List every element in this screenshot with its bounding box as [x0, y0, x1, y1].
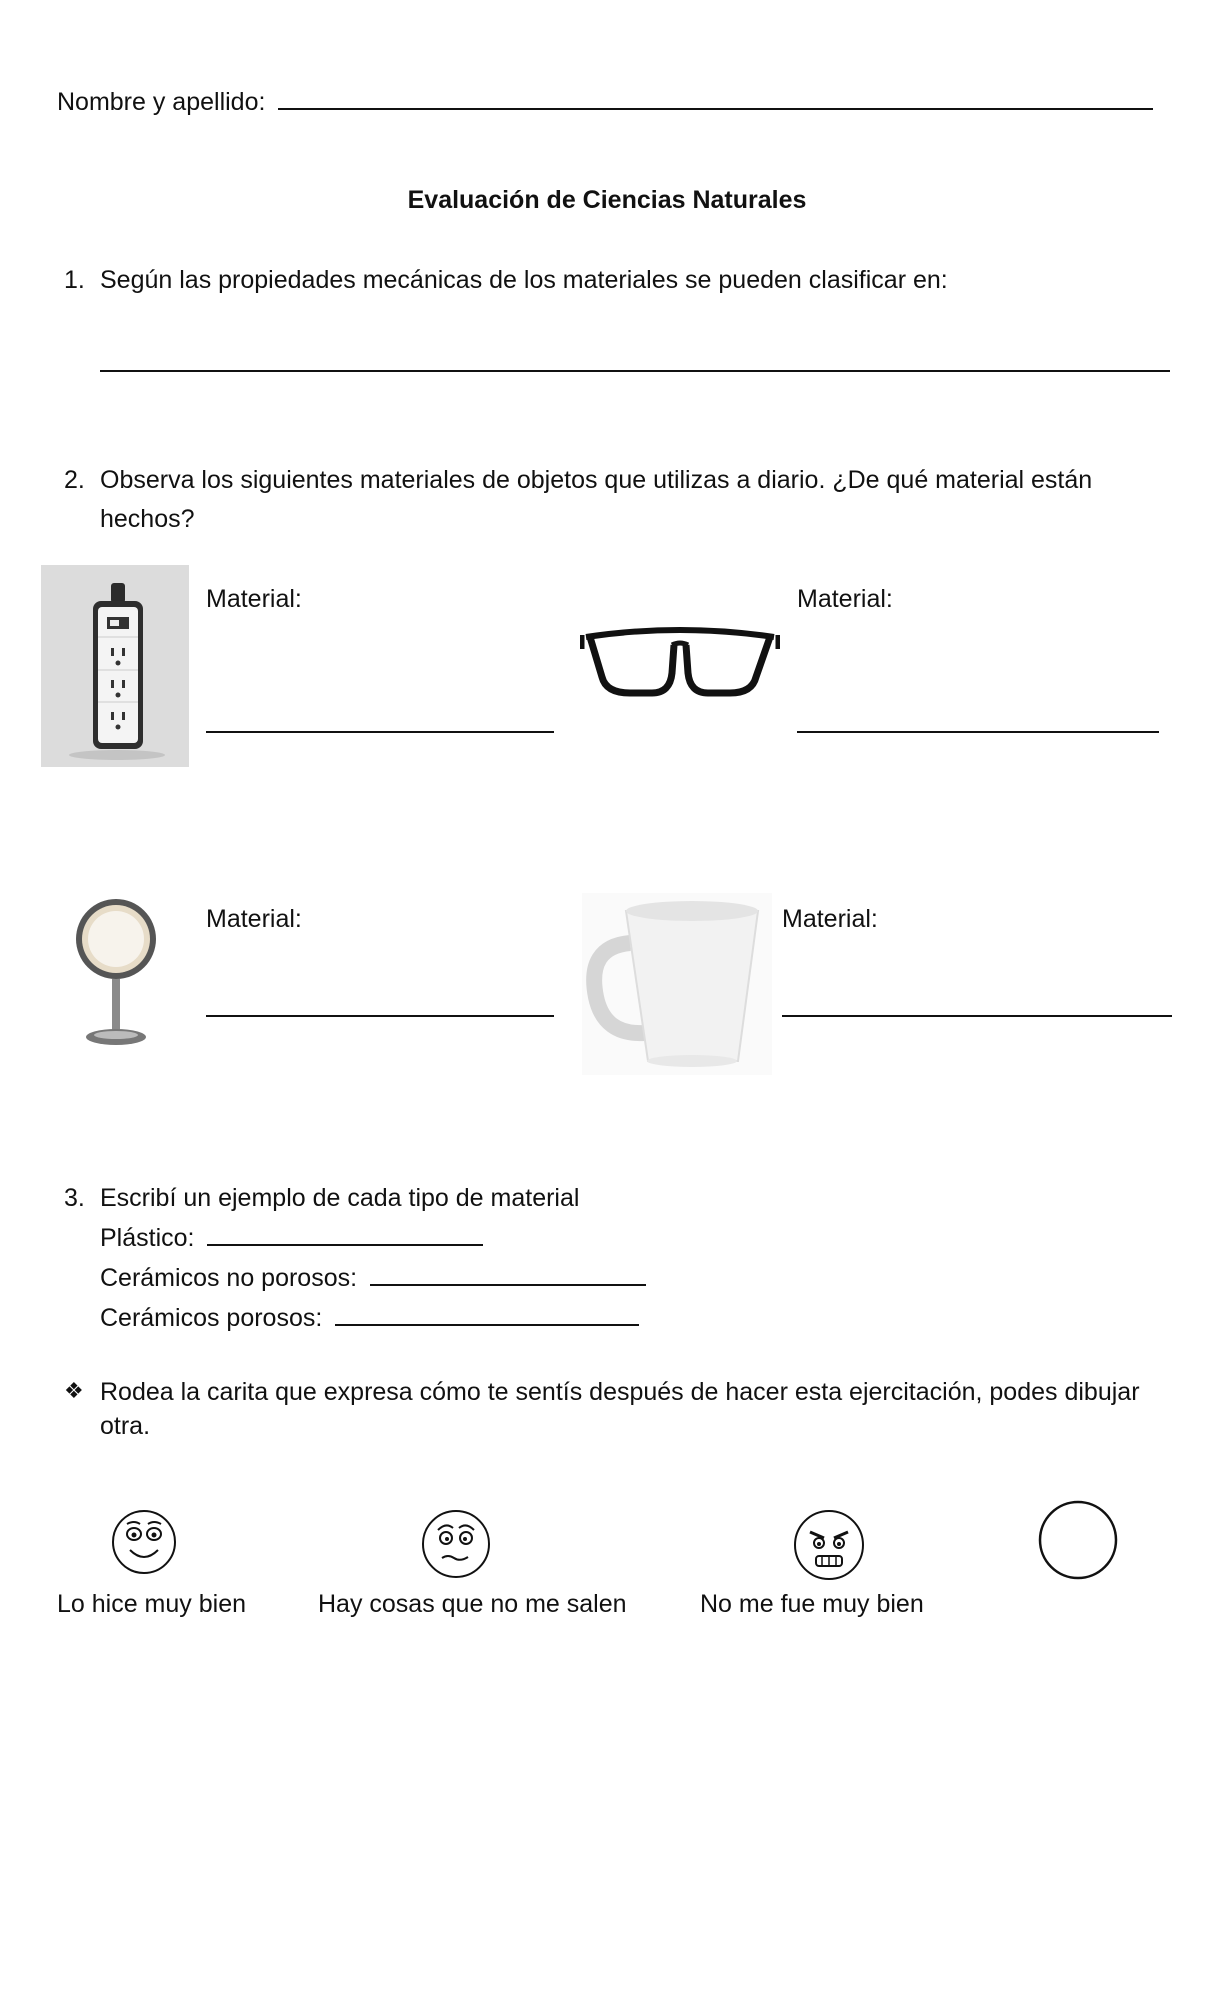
mug-icon	[582, 893, 772, 1075]
face-angry[interactable]	[792, 1508, 866, 1582]
material-answer-mirror[interactable]	[206, 1015, 554, 1017]
face-label-angry: No me fue muy bien	[700, 1590, 924, 1618]
power-strip-icon	[41, 565, 189, 767]
q3-line-plastico	[100, 1224, 483, 1253]
q3-answer-ceramicos-porosos[interactable]	[335, 1324, 639, 1326]
material-answer-mug[interactable]	[782, 1015, 1172, 1017]
q3-label-ceramicos-porosos: Cerámicos porosos:	[100, 1304, 323, 1332]
material-answer-power-strip[interactable]	[206, 731, 554, 733]
material-label-mug: Material:	[782, 905, 878, 933]
q3-line-ceramicos-no-porosos	[100, 1264, 646, 1293]
q2-number: 2.	[64, 466, 85, 494]
name-label: Nombre y apellido:	[57, 88, 266, 116]
material-label-glasses: Material:	[797, 585, 893, 613]
face-empty[interactable]	[1038, 1500, 1118, 1580]
power-strip-image	[41, 565, 189, 767]
q1-text: Según las propiedades mecánicas de los materiales se pueden clasificar en:	[100, 266, 948, 294]
self-eval-text-line2: otra.	[100, 1412, 151, 1440]
q3-answer-plastico[interactable]	[207, 1244, 483, 1246]
confused-face-icon	[420, 1508, 492, 1580]
mirror-image	[66, 897, 166, 1049]
q3-line-ceramicos-porosos	[100, 1304, 639, 1333]
material-answer-glasses[interactable]	[797, 731, 1159, 733]
self-eval-text-line1: Rodea la carita que expresa cómo te sentís después de hacer esta ejercitación, podes dibujar	[100, 1378, 1140, 1406]
q3-answer-ceramicos-no-porosos[interactable]	[370, 1284, 646, 1286]
q3-label-ceramicos-no-porosos: Cerámicos no porosos:	[100, 1264, 358, 1292]
material-label-mirror: Material:	[206, 905, 302, 933]
face-confused[interactable]	[420, 1508, 492, 1580]
face-label-happy: Lo hice muy bien	[57, 1590, 247, 1618]
material-label-power-strip: Material:	[206, 585, 302, 613]
empty-circle-icon	[1038, 1500, 1118, 1580]
glasses-icon	[580, 615, 780, 715]
q1-answer-line[interactable]	[100, 370, 1170, 372]
q1-number: 1.	[64, 266, 85, 294]
mirror-icon	[66, 897, 166, 1049]
self-eval-bullet: ❖	[64, 1378, 84, 1403]
q2-text-line2: hechos?	[100, 505, 195, 533]
q3-number: 3.	[64, 1184, 85, 1212]
q3-text: Escribí un ejemplo de cada tipo de material	[100, 1184, 580, 1212]
face-label-confused: Hay cosas que no me salen	[318, 1590, 627, 1618]
name-line	[57, 88, 1153, 117]
mug-image	[582, 893, 772, 1075]
glasses-image	[580, 615, 780, 715]
q3-label-plastico: Plástico:	[100, 1224, 195, 1252]
name-input-line[interactable]	[278, 108, 1153, 110]
page-title: Evaluación de Ciencias Naturales	[407, 186, 807, 214]
face-happy[interactable]	[110, 1508, 178, 1576]
q2-text-line1: Observa los siguientes materiales de objetos que utilizas a diario. ¿De qué material están	[100, 466, 1093, 494]
happy-face-icon	[110, 1508, 178, 1576]
angry-face-icon	[792, 1508, 866, 1582]
